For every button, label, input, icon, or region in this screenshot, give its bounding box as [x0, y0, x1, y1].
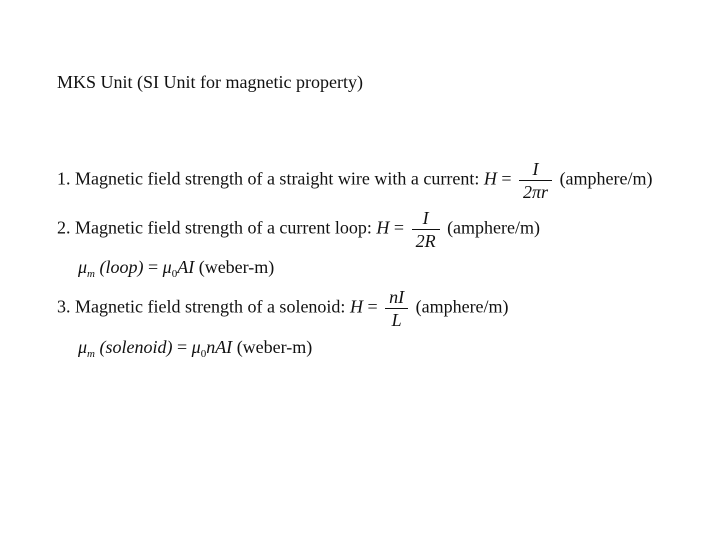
item-1-unit: (amphere/m) — [559, 168, 653, 189]
moment-loop-eq: = — [148, 257, 159, 277]
formula-solenoid — [57, 286, 509, 331]
moment-solenoid-mu0-sub: 0 — [200, 348, 207, 360]
moment-solenoid-rhs: nAI — [206, 337, 233, 357]
item-3-unit: (amphere/m) — [415, 296, 509, 317]
item-2-text: 2. Magnetic field strength of a current loop: — [57, 217, 372, 238]
moment-solenoid-eq: = — [176, 337, 188, 357]
item-2-lhs: H — [376, 217, 390, 238]
moment-loop-mu0: μ — [162, 257, 172, 277]
moment-loop-rhs: AI — [177, 257, 195, 277]
item-2-denominator: 2R — [412, 229, 440, 252]
moment-loop-mu: μ — [78, 257, 88, 277]
moment-loop-unit: (weber-m) — [198, 257, 275, 277]
moment-loop-arg: (loop) — [99, 257, 144, 277]
item-2-eq: = — [393, 217, 405, 238]
item-3-eq: = — [367, 296, 378, 317]
moment-solenoid-mu: μ — [78, 337, 88, 357]
moment-solenoid-mu0: μ — [191, 337, 201, 357]
item-1-eq: = — [501, 168, 512, 189]
page-title: MKS Unit (SI Unit for magnetic property) — [57, 72, 363, 92]
moment-loop-mu-sub: m — [87, 268, 95, 280]
moment-loop — [78, 258, 274, 280]
item-3-fraction — [385, 286, 408, 331]
item-2-unit: (amphere/m) — [447, 217, 541, 238]
item-3-lhs: H — [349, 296, 363, 317]
item-2-numerator: I — [422, 208, 429, 228]
item-3-denominator: L — [385, 308, 408, 331]
moment-solenoid-arg: (solenoid) — [99, 337, 173, 357]
item-1-lhs: H — [483, 168, 497, 189]
moment-loop-mu0-sub: 0 — [171, 268, 178, 280]
item-1-fraction — [519, 158, 552, 203]
moment-solenoid — [78, 338, 312, 360]
item-1-text: 1. Magnetic field strength of a straight wire with a current: — [57, 168, 480, 189]
item-3-text: 3. Magnetic field strength of a solenoid: — [57, 296, 346, 317]
item-1-numerator: I — [532, 159, 539, 179]
formula-current-loop — [57, 207, 540, 252]
formula-straight-wire — [57, 158, 653, 203]
item-1-denominator: 2πr — [519, 180, 552, 203]
item-3-numerator: nI — [389, 287, 405, 307]
moment-solenoid-unit: (weber-m) — [236, 337, 313, 357]
moment-solenoid-mu-sub: m — [87, 348, 95, 360]
item-2-fraction — [412, 207, 440, 252]
